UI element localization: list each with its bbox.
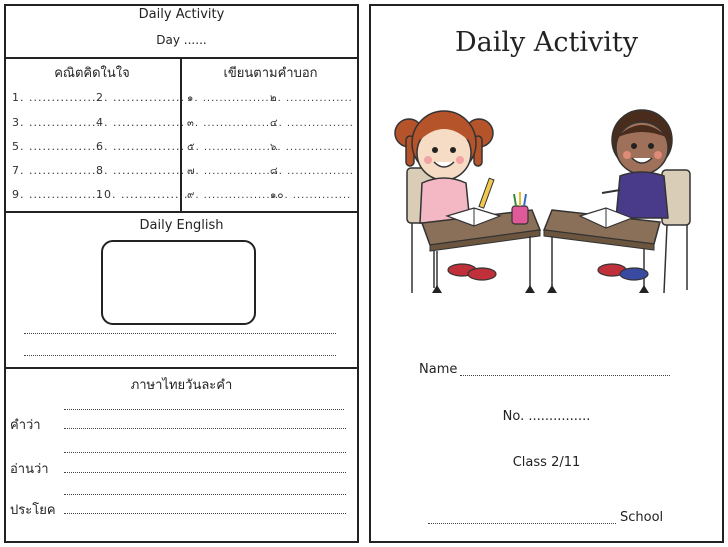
dictation-item: ๓. .................. xyxy=(187,118,279,129)
school-line xyxy=(428,523,616,524)
english-word-box xyxy=(101,240,256,325)
school-label: School xyxy=(620,510,664,525)
math-item: 2. ................ xyxy=(96,91,185,104)
math-item: 3. ................ xyxy=(12,116,101,129)
thai-line xyxy=(64,513,346,514)
dictation-item: ๗. .................. xyxy=(187,166,280,177)
dictation-item: ๑. .................. xyxy=(187,93,278,104)
cover-title: Daily Activity xyxy=(455,27,638,58)
dictation-item: ๕. .................. xyxy=(187,142,280,153)
dictation-item: ๑๐. .............. xyxy=(270,190,352,201)
english-answer-line xyxy=(24,333,336,334)
dictation-item: ๒. ................ xyxy=(270,93,353,104)
dictation-heading: เขียนตามคำบอก xyxy=(223,66,318,81)
name-label: Name xyxy=(419,362,458,377)
divider-thai xyxy=(4,367,359,369)
math-item: 4. ................ xyxy=(96,116,185,129)
dictation-item: ๙. .................. xyxy=(187,190,279,201)
thai-line xyxy=(64,452,346,453)
thai-line xyxy=(64,409,344,410)
english-answer-line xyxy=(24,355,336,356)
thai-line xyxy=(64,428,346,429)
thai-sentence-label: ประโยค xyxy=(10,503,56,518)
math-heading: คณิตคิดในใจ xyxy=(54,66,130,81)
english-heading: Daily English xyxy=(139,218,224,233)
thai-word-label: คำว่า xyxy=(10,418,41,433)
class-label: Class 2/11 xyxy=(512,455,581,470)
thai-line xyxy=(64,494,346,495)
math-item: 8. ................ xyxy=(96,164,185,177)
dictation-item: ๔. ................ xyxy=(270,118,354,129)
day-label: Day ...... xyxy=(156,33,207,47)
thai-heading: ภาษาไทยวันละคำ xyxy=(130,378,233,393)
math-item: 10. ............... xyxy=(96,188,189,201)
name-line xyxy=(460,375,670,376)
divider-english xyxy=(4,211,359,213)
math-item: 5. ................ xyxy=(12,140,101,153)
dictation-item: ๖. ................ xyxy=(270,142,353,153)
thai-line xyxy=(64,472,346,473)
number-label: No. ............... xyxy=(502,409,591,424)
left-header-title: Daily Activity xyxy=(138,7,225,22)
math-item: 9. ................ xyxy=(12,188,101,201)
math-item: 7. ................ xyxy=(12,164,101,177)
thai-read-label: อ่านว่า xyxy=(10,462,49,477)
kids-at-desks-illustration xyxy=(392,98,702,318)
math-item: 1. ................ xyxy=(12,91,101,104)
dictation-item: ๘. ................ xyxy=(270,166,354,177)
math-item: 6. ................ xyxy=(96,140,185,153)
